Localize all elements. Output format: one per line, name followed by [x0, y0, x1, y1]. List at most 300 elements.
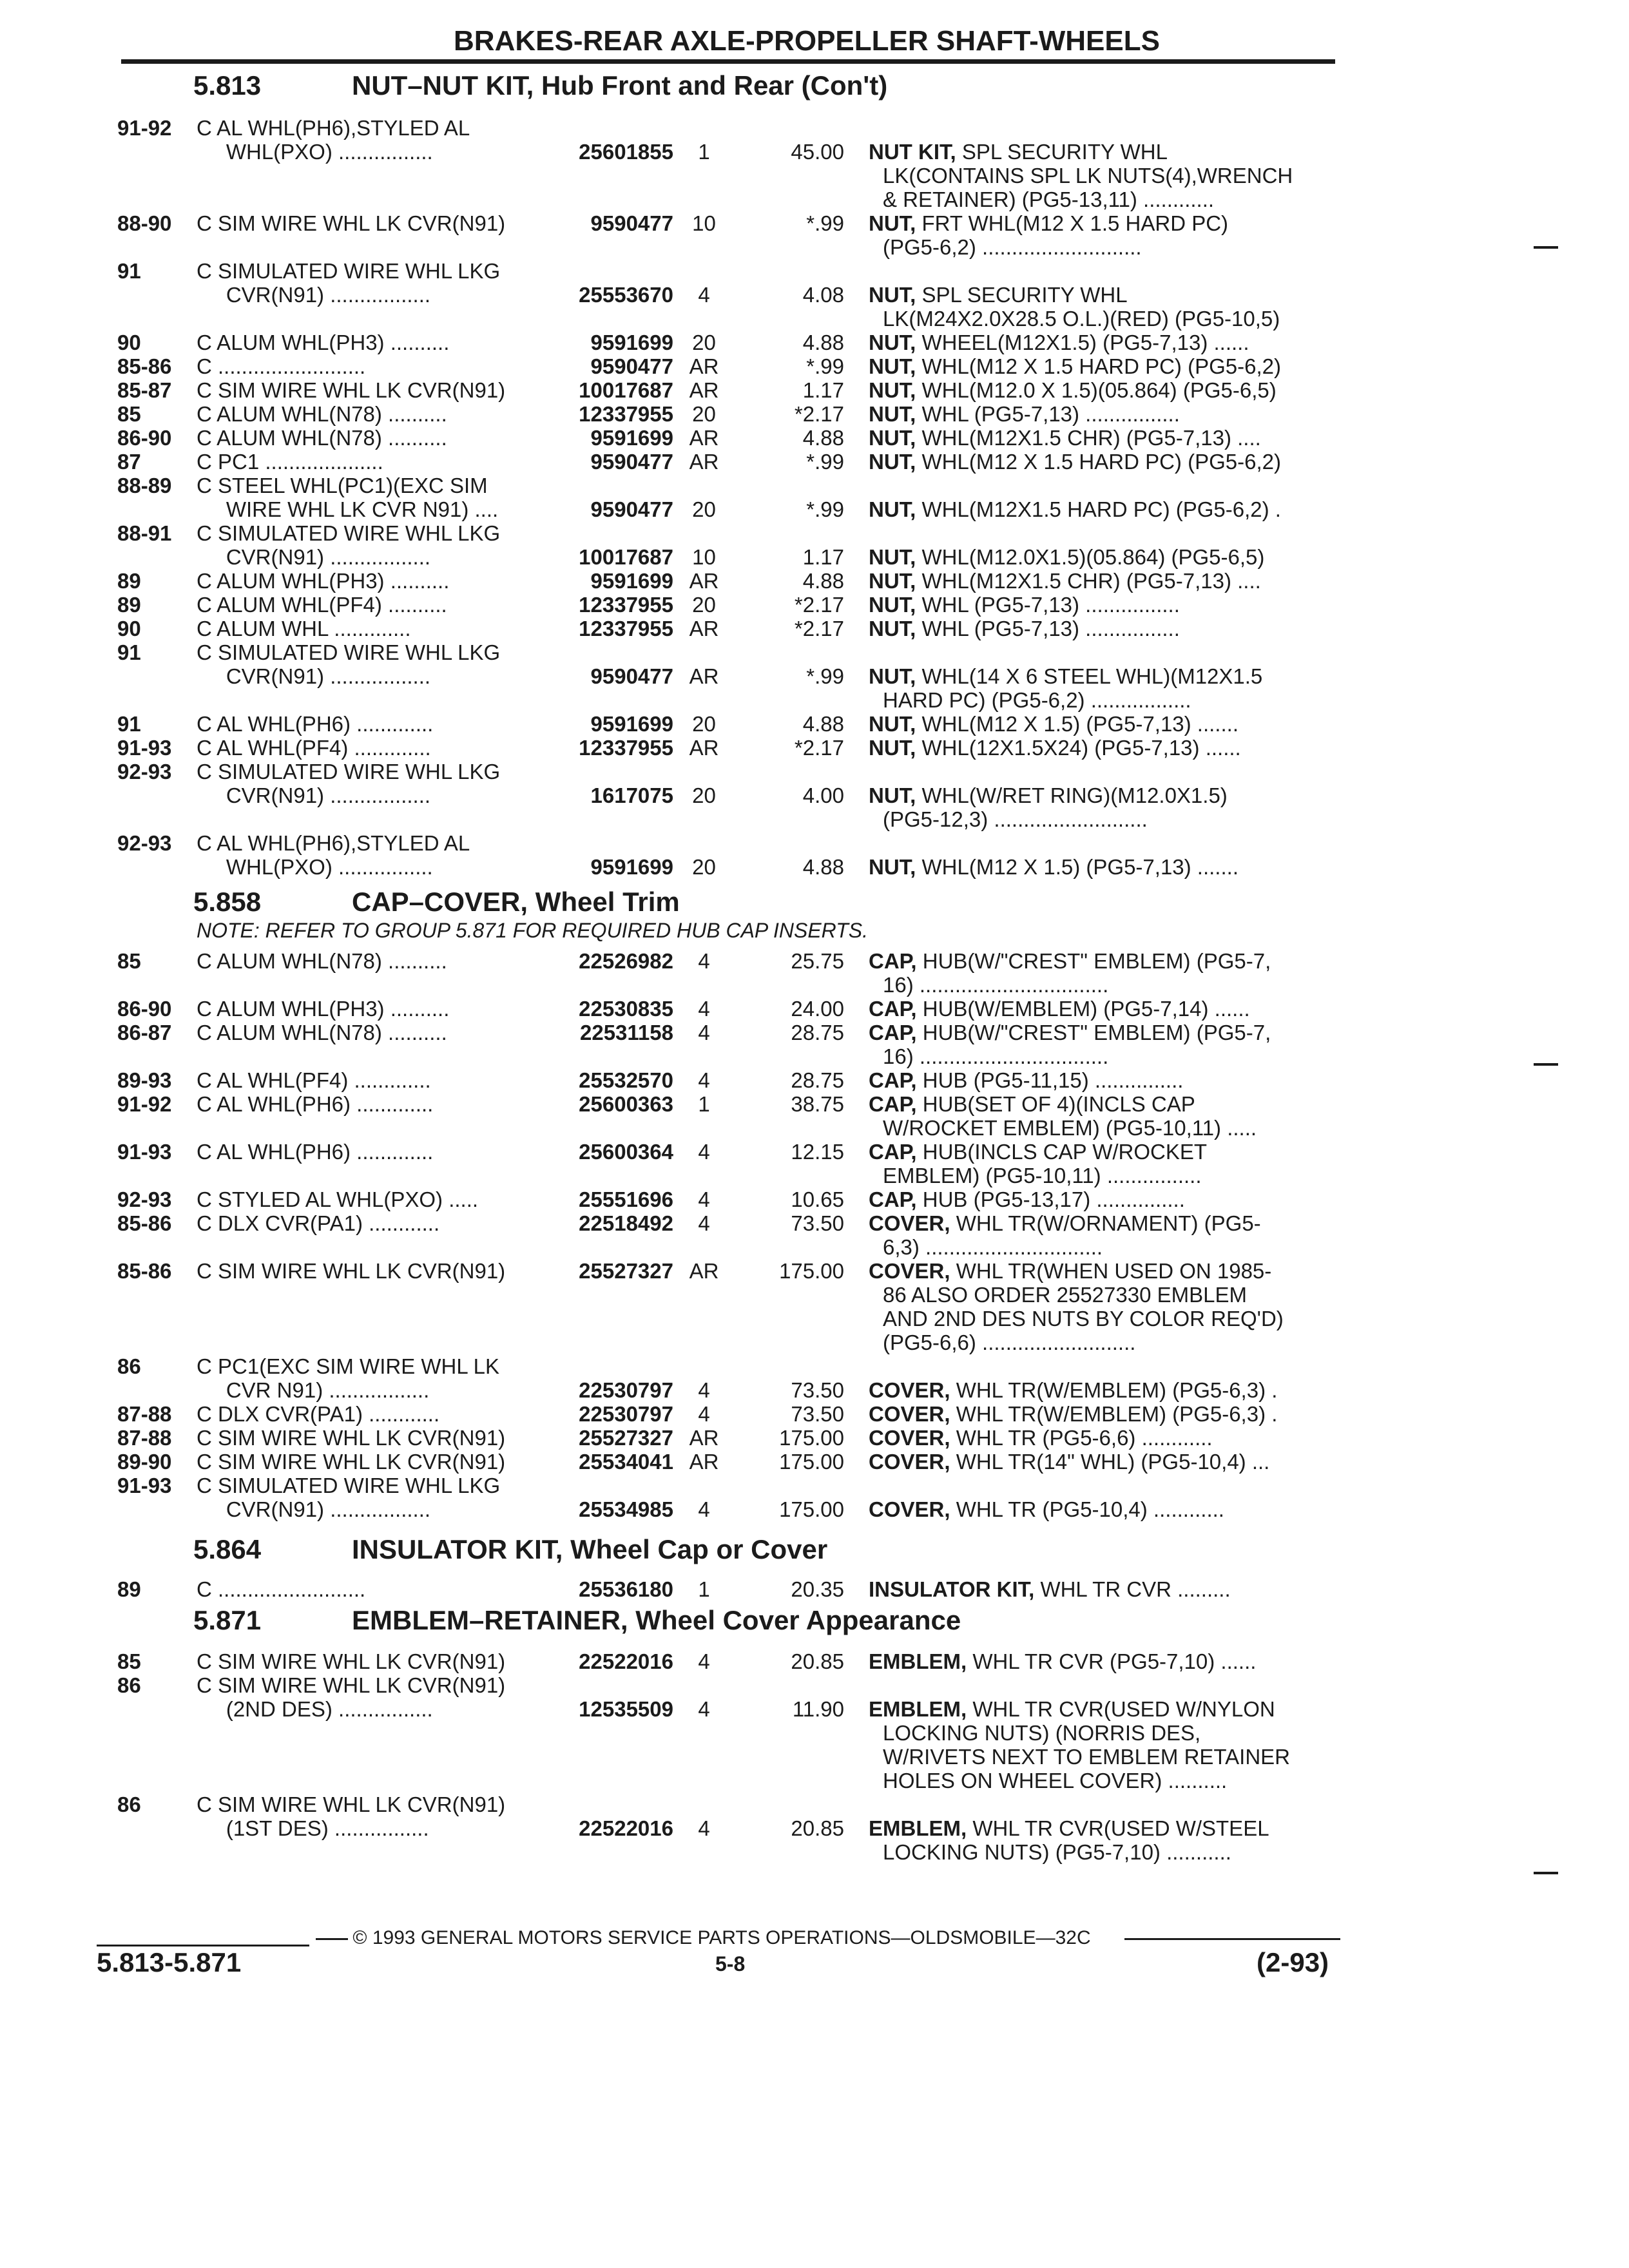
- usage-line: C AL WHL(PH6) .............: [197, 1140, 434, 1164]
- usage-line: C .........................: [197, 1577, 366, 1601]
- model-years: 89: [117, 1577, 141, 1601]
- usage-line: C SIM WIRE WHL LK CVR(N91): [197, 1649, 506, 1673]
- part-name: [869, 1450, 1333, 1474]
- part-name-line: NUT, WHEEL(M12X1.5) (PG5-7,13) ......: [869, 331, 1249, 354]
- quantity: AR: [689, 1450, 719, 1474]
- part-name-continuation: LK(CONTAINS SPL LK NUTS(4),WRENCH: [883, 164, 1293, 187]
- part-number: 1617075: [590, 783, 673, 807]
- model-years: 89: [117, 593, 141, 617]
- quantity: 4: [698, 949, 710, 973]
- price: *.99: [806, 354, 844, 378]
- usage-line: C AL WHL(PF4) .............: [197, 736, 431, 760]
- part-name-line: EMBLEM, WHL TR CVR(USED W/NYLON: [869, 1697, 1275, 1721]
- part-name: [869, 331, 1333, 354]
- part-number: 25534985: [579, 1497, 673, 1521]
- part-name: [869, 1426, 1333, 1450]
- part-number: 9591699: [590, 712, 673, 736]
- model-years: 89-90: [117, 1450, 172, 1474]
- part-name-continuation: HOLES ON WHEEL COVER) ..........: [883, 1769, 1228, 1792]
- usage-line: WIRE WHL LK CVR N91) ....: [197, 497, 499, 521]
- part-name: [869, 211, 1333, 259]
- part-name-continuation: LOCKING NUTS) (NORRIS DES,: [883, 1721, 1201, 1745]
- quantity: 4: [698, 1816, 710, 1840]
- usage-line: C SIM WIRE WHL LK CVR(N91): [197, 1426, 506, 1450]
- quantity: 4: [698, 997, 710, 1021]
- part-name-line: NUT, WHL(M12.0 X 1.5)(05.864) (PG5-6,5): [869, 378, 1277, 402]
- part-name-line: CAP, HUB(W/"CREST" EMBLEM) (PG5-7,: [869, 1021, 1271, 1044]
- part-number: 12337955: [579, 617, 673, 640]
- part-number: 25527327: [579, 1426, 673, 1450]
- model-years: 85: [117, 949, 141, 973]
- part-number: 9590477: [590, 450, 673, 474]
- part-number: 25601855: [579, 140, 673, 164]
- part-number: 25534041: [579, 1450, 673, 1474]
- model-years: 92-93: [117, 831, 172, 855]
- price: *.99: [806, 664, 844, 688]
- part-name: [869, 1673, 1333, 1792]
- model-years: 85: [117, 1649, 141, 1673]
- quantity: 4: [698, 1187, 710, 1211]
- usage-line: C AL WHL(PF4) .............: [197, 1068, 431, 1092]
- part-name: [869, 1068, 1333, 1092]
- part-name: [869, 402, 1333, 426]
- part-number: 10017687: [579, 378, 673, 402]
- part-name-line: [869, 1792, 1333, 1816]
- part-number: 22522016: [579, 1649, 673, 1673]
- usage-line: CVR(N91) .................: [197, 1497, 431, 1521]
- usage-line: C ALUM WHL(N78) ..........: [197, 949, 447, 973]
- part-name-line: NUT, WHL(M12 X 1.5) (PG5-7,13) .......: [869, 712, 1239, 736]
- part-name-line: EMBLEM, WHL TR CVR (PG5-7,10) ......: [869, 1649, 1257, 1673]
- part-name: [869, 949, 1333, 997]
- quantity: 20: [692, 712, 716, 736]
- price: 4.08: [802, 283, 844, 307]
- section-number: 5.864: [193, 1534, 262, 1564]
- usage-line: CVR(N91) .................: [197, 545, 431, 569]
- part-name-line: NUT, WHL(12X1.5X24) (PG5-7,13) ......: [869, 736, 1241, 760]
- price: 12.15: [791, 1140, 844, 1164]
- quantity: 20: [692, 593, 716, 617]
- part-name-line: CAP, HUB (PG5-13,17) ...............: [869, 1187, 1185, 1211]
- part-name-continuation: HARD PC) (PG5-6,2) .................: [883, 688, 1191, 712]
- part-name-continuation: W/ROCKET EMBLEM) (PG5-10,11) .....: [883, 1116, 1257, 1140]
- price: 73.50: [791, 1211, 844, 1235]
- revision-date: (2-93): [1257, 1947, 1329, 1977]
- model-years: 85-86: [117, 1211, 172, 1235]
- quantity: AR: [689, 1259, 719, 1283]
- part-number: 9590477: [590, 497, 673, 521]
- price: 10.65: [791, 1187, 844, 1211]
- quantity: AR: [689, 569, 719, 593]
- part-number: 9591699: [590, 855, 673, 879]
- quantity: AR: [689, 450, 719, 474]
- part-name-line: CAP, HUB(W/"CREST" EMBLEM) (PG5-7,: [869, 949, 1271, 973]
- part-name-line: NUT, WHL(W/RET RING)(M12.0X1.5): [869, 783, 1228, 807]
- part-number: 9591699: [590, 569, 673, 593]
- part-number: 22522016: [579, 1816, 673, 1840]
- part-name: [869, 1354, 1333, 1402]
- quantity: 20: [692, 402, 716, 426]
- part-name-continuation: (PG5-12,3) ..........................: [883, 807, 1148, 831]
- section-title: CAP–COVER, Wheel Trim: [352, 887, 680, 917]
- quantity: AR: [689, 378, 719, 402]
- usage-line: C PC1 ....................: [197, 450, 383, 474]
- part-number: 22531158: [579, 1021, 673, 1044]
- model-years: 91-93: [117, 736, 172, 760]
- part-name-line: NUT, WHL(M12.0X1.5)(05.864) (PG5-6,5): [869, 545, 1265, 569]
- part-name-line: NUT, SPL SECURITY WHL: [869, 283, 1128, 307]
- usage-line: (2ND DES) ................: [197, 1697, 433, 1721]
- part-name-continuation: LK(M24X2.0X28.5 O.L.)(RED) (PG5-10,5): [883, 307, 1280, 331]
- model-years: 85-86: [117, 354, 172, 378]
- usage-line: CVR(N91) .................: [197, 783, 431, 807]
- usage-line: C STYLED AL WHL(PXO) .....: [197, 1187, 479, 1211]
- usage-line: C SIM WIRE WHL LK CVR(N91): [197, 378, 506, 402]
- usage-line: C DLX CVR(PA1) ............: [197, 1402, 440, 1426]
- usage-line: C SIM WIRE WHL LK CVR(N91): [197, 211, 506, 235]
- model-years: 85: [117, 402, 141, 426]
- model-years: 86-87: [117, 1021, 172, 1044]
- part-name-continuation: (PG5-6,2) ...........................: [883, 235, 1142, 259]
- price: 4.88: [802, 569, 844, 593]
- part-number: 12337955: [579, 736, 673, 760]
- quantity: AR: [689, 736, 719, 760]
- usage-line: C ALUM WHL(PH3) ..........: [197, 569, 450, 593]
- part-number: 25527327: [579, 1259, 673, 1283]
- part-name-line: COVER, WHL TR (PG5-10,4) ............: [869, 1497, 1224, 1521]
- quantity: 1: [698, 1092, 710, 1116]
- part-name-line: CAP, HUB(INCLS CAP W/ROCKET: [869, 1140, 1208, 1164]
- quantity: 1: [698, 1577, 710, 1601]
- margin-tick: [1534, 246, 1558, 249]
- quantity: 20: [692, 855, 716, 879]
- usage-line: [197, 807, 741, 831]
- model-years: 88-89: [117, 474, 172, 497]
- usage-line: C AL WHL(PH6),STYLED AL: [197, 116, 470, 140]
- quantity: 4: [698, 1068, 710, 1092]
- model-years: 88-91: [117, 521, 172, 545]
- part-name: [869, 569, 1333, 593]
- usage-line: C ALUM WHL(N78) ..........: [197, 1021, 447, 1044]
- part-number: 9591699: [590, 426, 673, 450]
- price: 4.88: [802, 331, 844, 354]
- model-years: 89-93: [117, 1068, 172, 1092]
- part-name: [869, 259, 1333, 331]
- part-name: [869, 521, 1333, 569]
- price: 38.75: [791, 1092, 844, 1116]
- usage-line: C ALUM WHL(PH3) ..........: [197, 997, 450, 1021]
- price: *2.17: [794, 617, 844, 640]
- part-name-line: INSULATOR KIT, WHL TR CVR .........: [869, 1577, 1231, 1601]
- part-name-line: NUT, WHL (PG5-7,13) ................: [869, 593, 1180, 617]
- part-name-line: COVER, WHL TR(W/EMBLEM) (PG5-6,3) .: [869, 1378, 1278, 1402]
- usage-line: C SIM WIRE WHL LK CVR(N91): [197, 1259, 506, 1283]
- usage-line: C .........................: [197, 354, 366, 378]
- price: 11.90: [792, 1697, 844, 1721]
- part-number: 10017687: [579, 545, 673, 569]
- part-name-line: COVER, WHL TR(WHEN USED ON 1985-: [869, 1259, 1272, 1283]
- model-years: 91-93: [117, 1140, 172, 1164]
- usage-line: C DLX CVR(PA1) ............: [197, 1211, 440, 1235]
- part-name-line: CAP, HUB(SET OF 4)(INCLS CAP: [869, 1092, 1195, 1116]
- price: *.99: [806, 211, 844, 235]
- model-years: 86: [117, 1354, 141, 1378]
- part-name: [869, 831, 1333, 879]
- price: 24.00: [791, 997, 844, 1021]
- part-number: 22518492: [579, 1211, 673, 1235]
- part-name-line: EMBLEM, WHL TR CVR(USED W/STEEL: [869, 1816, 1269, 1840]
- quantity: 20: [692, 331, 716, 354]
- footer-rule-bottom-left: [97, 1945, 309, 1946]
- quantity: AR: [689, 354, 719, 378]
- part-name: [869, 1402, 1333, 1426]
- part-name: [869, 1649, 1333, 1673]
- part-name: [869, 116, 1333, 211]
- price: 4.00: [802, 783, 844, 807]
- part-name: [869, 593, 1333, 617]
- usage-line: C SIM WIRE WHL LK CVR(N91): [197, 1673, 506, 1697]
- part-number: 22526982: [579, 949, 673, 973]
- price: 4.88: [802, 855, 844, 879]
- price: 28.75: [791, 1068, 844, 1092]
- part-name-continuation: 6,3) ..............................: [883, 1235, 1103, 1259]
- section-number: 5.871: [193, 1605, 262, 1635]
- price: 20.35: [791, 1577, 844, 1601]
- part-name: [869, 1792, 1333, 1864]
- quantity: 20: [692, 497, 716, 521]
- part-name-continuation: 16) ................................: [883, 973, 1109, 997]
- part-name-line: NUT, FRT WHL(M12 X 1.5 HARD PC): [869, 211, 1229, 235]
- part-name-line: [869, 474, 1333, 497]
- part-name: [869, 1211, 1333, 1259]
- section-note: NOTE: REFER TO GROUP 5.871 FOR REQUIRED HUB CAP INSERTS.: [197, 919, 868, 942]
- part-name-line: NUT, WHL (PG5-7,13) ................: [869, 402, 1180, 426]
- usage-line: C ALUM WHL(PF4) ..........: [197, 593, 447, 617]
- quantity: AR: [689, 426, 719, 450]
- part-name-line: [869, 760, 1333, 783]
- page-header-title: BRAKES-REAR AXLE-PROPELLER SHAFT-WHEELS: [454, 25, 1160, 57]
- usage-line: C STEEL WHL(PC1)(EXC SIM: [197, 474, 488, 497]
- part-name: [869, 426, 1333, 450]
- part-name-line: [869, 831, 1333, 855]
- model-years: 90: [117, 331, 141, 354]
- part-number: 25553670: [579, 283, 673, 307]
- model-years: 88-90: [117, 211, 172, 235]
- usage-line: C SIM WIRE WHL LK CVR(N91): [197, 1792, 506, 1816]
- price: 175.00: [779, 1450, 844, 1474]
- part-name: [869, 1092, 1333, 1140]
- part-name-continuation: EMBLEM) (PG5-10,11) ................: [883, 1164, 1202, 1187]
- price: 45.00: [791, 140, 844, 164]
- price: 1.17: [802, 545, 844, 569]
- part-name: [869, 450, 1333, 474]
- price: *2.17: [794, 402, 844, 426]
- part-name-line: COVER, WHL TR (PG5-6,6) ............: [869, 1426, 1213, 1450]
- price: 175.00: [779, 1426, 844, 1450]
- part-number: 12337955: [579, 402, 673, 426]
- model-years: 91: [117, 712, 141, 736]
- usage-line: WHL(PXO) ................: [197, 140, 433, 164]
- price: *2.17: [794, 593, 844, 617]
- footer-rule-right: [1124, 1938, 1340, 1940]
- usage-line: [197, 688, 741, 712]
- usage-line: C PC1(EXC SIM WIRE WHL LK: [197, 1354, 500, 1378]
- price: *.99: [806, 497, 844, 521]
- model-years: 86: [117, 1792, 141, 1816]
- part-name: [869, 1577, 1333, 1601]
- model-years: 86-90: [117, 426, 172, 450]
- quantity: 4: [698, 1211, 710, 1235]
- part-number: 25600364: [579, 1140, 673, 1164]
- part-name-line: [869, 1474, 1333, 1497]
- part-name-line: NUT, WHL(M12 X 1.5 HARD PC) (PG5-6,2): [869, 354, 1281, 378]
- model-years: 89: [117, 569, 141, 593]
- copyright-line: © 1993 GENERAL MOTORS SERVICE PARTS OPERATIONS—OLDSMOBILE—32C: [352, 1927, 1091, 1948]
- model-years: 91: [117, 259, 141, 283]
- usage-line: C ALUM WHL(N78) ..........: [197, 426, 447, 450]
- price: *.99: [806, 450, 844, 474]
- usage-line: C SIMULATED WIRE WHL LKG: [197, 760, 501, 783]
- price: 20.85: [791, 1649, 844, 1673]
- part-name: [869, 617, 1333, 640]
- usage-line: CVR N91) .................: [197, 1378, 430, 1402]
- part-number: 9591699: [590, 331, 673, 354]
- usage-line: C AL WHL(PH6) .............: [197, 712, 434, 736]
- price: *2.17: [794, 736, 844, 760]
- model-years: 92-93: [117, 1187, 172, 1211]
- model-years: 87: [117, 450, 141, 474]
- part-name-line: NUT, WHL(M12X1.5 CHR) (PG5-7,13) ....: [869, 569, 1261, 593]
- price: 175.00: [779, 1497, 844, 1521]
- model-years: 91-92: [117, 1092, 172, 1116]
- part-name: [869, 736, 1333, 760]
- quantity: 10: [692, 211, 716, 235]
- part-name-line: [869, 521, 1333, 545]
- part-name-line: NUT, WHL(M12 X 1.5 HARD PC) (PG5-6,2): [869, 450, 1281, 474]
- quantity: 4: [698, 1021, 710, 1044]
- margin-tick: [1534, 1872, 1558, 1874]
- section-number: 5.813: [193, 70, 262, 101]
- part-name-continuation: 86 ALSO ORDER 25527330 EMBLEM: [883, 1283, 1247, 1307]
- part-number: 22530797: [579, 1402, 673, 1426]
- part-name: [869, 760, 1333, 831]
- quantity: 10: [692, 545, 716, 569]
- part-name-continuation: LOCKING NUTS) (PG5-7,10) ...........: [883, 1840, 1231, 1864]
- usage-line: CVR(N91) .................: [197, 664, 431, 688]
- part-name-line: COVER, WHL TR(W/EMBLEM) (PG5-6,3) .: [869, 1402, 1278, 1426]
- part-name-line: NUT, WHL(M12 X 1.5) (PG5-7,13) .......: [869, 855, 1239, 879]
- part-name: [869, 1140, 1333, 1187]
- model-years: 87-88: [117, 1426, 172, 1450]
- part-name-continuation: W/RIVETS NEXT TO EMBLEM RETAINER: [883, 1745, 1290, 1769]
- part-name-line: [869, 259, 1333, 283]
- part-name-line: [869, 1354, 1333, 1378]
- price: 4.88: [802, 712, 844, 736]
- quantity: 4: [698, 283, 710, 307]
- section-title: EMBLEM–RETAINER, Wheel Cover Appearance: [352, 1605, 961, 1635]
- part-name-line: CAP, HUB (PG5-11,15) ...............: [869, 1068, 1184, 1092]
- part-number: 9590477: [590, 211, 673, 235]
- part-name-line: NUT, WHL(M12X1.5 HARD PC) (PG5-6,2) .: [869, 497, 1281, 521]
- part-name-line: [869, 116, 1333, 140]
- part-name-line: [869, 1673, 1333, 1697]
- model-years: 86-90: [117, 997, 172, 1021]
- section-title: NUT–NUT KIT, Hub Front and Rear (Con't): [352, 70, 888, 101]
- margin-tick: [1534, 1063, 1558, 1066]
- part-name-line: NUT, WHL (PG5-7,13) ................: [869, 617, 1180, 640]
- quantity: 4: [698, 1497, 710, 1521]
- part-name: [869, 1187, 1333, 1211]
- usage-line: C SIMULATED WIRE WHL LKG: [197, 1474, 501, 1497]
- model-years: 85-86: [117, 1259, 172, 1283]
- part-name: [869, 1259, 1333, 1354]
- quantity: 4: [698, 1402, 710, 1426]
- quantity: 4: [698, 1378, 710, 1402]
- model-years: 92-93: [117, 760, 172, 783]
- usage-line: C ALUM WHL(N78) ..........: [197, 402, 447, 426]
- part-number: 12535509: [579, 1697, 673, 1721]
- part-number: 25551696: [579, 1187, 673, 1211]
- quantity: 20: [692, 783, 716, 807]
- part-number: 25600363: [579, 1092, 673, 1116]
- part-number: 22530835: [579, 997, 673, 1021]
- part-number: 22530797: [579, 1378, 673, 1402]
- quantity: 4: [698, 1649, 710, 1673]
- part-name: [869, 474, 1333, 521]
- quantity: AR: [689, 1426, 719, 1450]
- part-number: 9590477: [590, 354, 673, 378]
- usage-line: C SIMULATED WIRE WHL LKG: [197, 521, 501, 545]
- model-years: 86: [117, 1673, 141, 1697]
- part-number: 25536180: [579, 1577, 673, 1601]
- model-years: 91: [117, 640, 141, 664]
- usage-line: CVR(N91) .................: [197, 283, 431, 307]
- part-number: 25532570: [579, 1068, 673, 1092]
- usage-line: (1ST DES) ................: [197, 1816, 429, 1840]
- part-name: [869, 378, 1333, 402]
- price: 73.50: [791, 1402, 844, 1426]
- part-name-line: [869, 640, 1333, 664]
- quantity: AR: [689, 664, 719, 688]
- price: 25.75: [791, 949, 844, 973]
- usage-line: C ALUM WHL(PH3) ..........: [197, 331, 450, 354]
- quantity: 1: [698, 140, 710, 164]
- part-name-continuation: (PG5-6,6) ..........................: [883, 1331, 1136, 1354]
- section-title: INSULATOR KIT, Wheel Cap or Cover: [352, 1534, 828, 1564]
- part-name: [869, 1474, 1333, 1521]
- part-name-line: NUT, WHL(14 X 6 STEEL WHL)(M12X1.5: [869, 664, 1263, 688]
- part-number: 9590477: [590, 664, 673, 688]
- part-name-continuation: AND 2ND DES NUTS BY COLOR REQ'D): [883, 1307, 1284, 1331]
- part-name: [869, 997, 1333, 1021]
- part-name: [869, 712, 1333, 736]
- quantity: 4: [698, 1140, 710, 1164]
- usage-line: C AL WHL(PH6),STYLED AL: [197, 831, 470, 855]
- usage-line: [197, 164, 741, 187]
- usage-line: C SIMULATED WIRE WHL LKG: [197, 640, 501, 664]
- page-number: 5-8: [715, 1952, 746, 1975]
- price: 1.17: [802, 378, 844, 402]
- model-years: 91-92: [117, 116, 172, 140]
- usage-line: C ALUM WHL .............: [197, 617, 411, 640]
- model-years: 87-88: [117, 1402, 172, 1426]
- price: 4.88: [802, 426, 844, 450]
- header-rule: [121, 59, 1335, 64]
- part-name-line: NUT KIT, SPL SECURITY WHL: [869, 140, 1168, 164]
- part-name-line: COVER, WHL TR(W/ORNAMENT) (PG5-: [869, 1211, 1261, 1235]
- usage-line: C SIMULATED WIRE WHL LKG: [197, 259, 501, 283]
- part-number: 12337955: [579, 593, 673, 617]
